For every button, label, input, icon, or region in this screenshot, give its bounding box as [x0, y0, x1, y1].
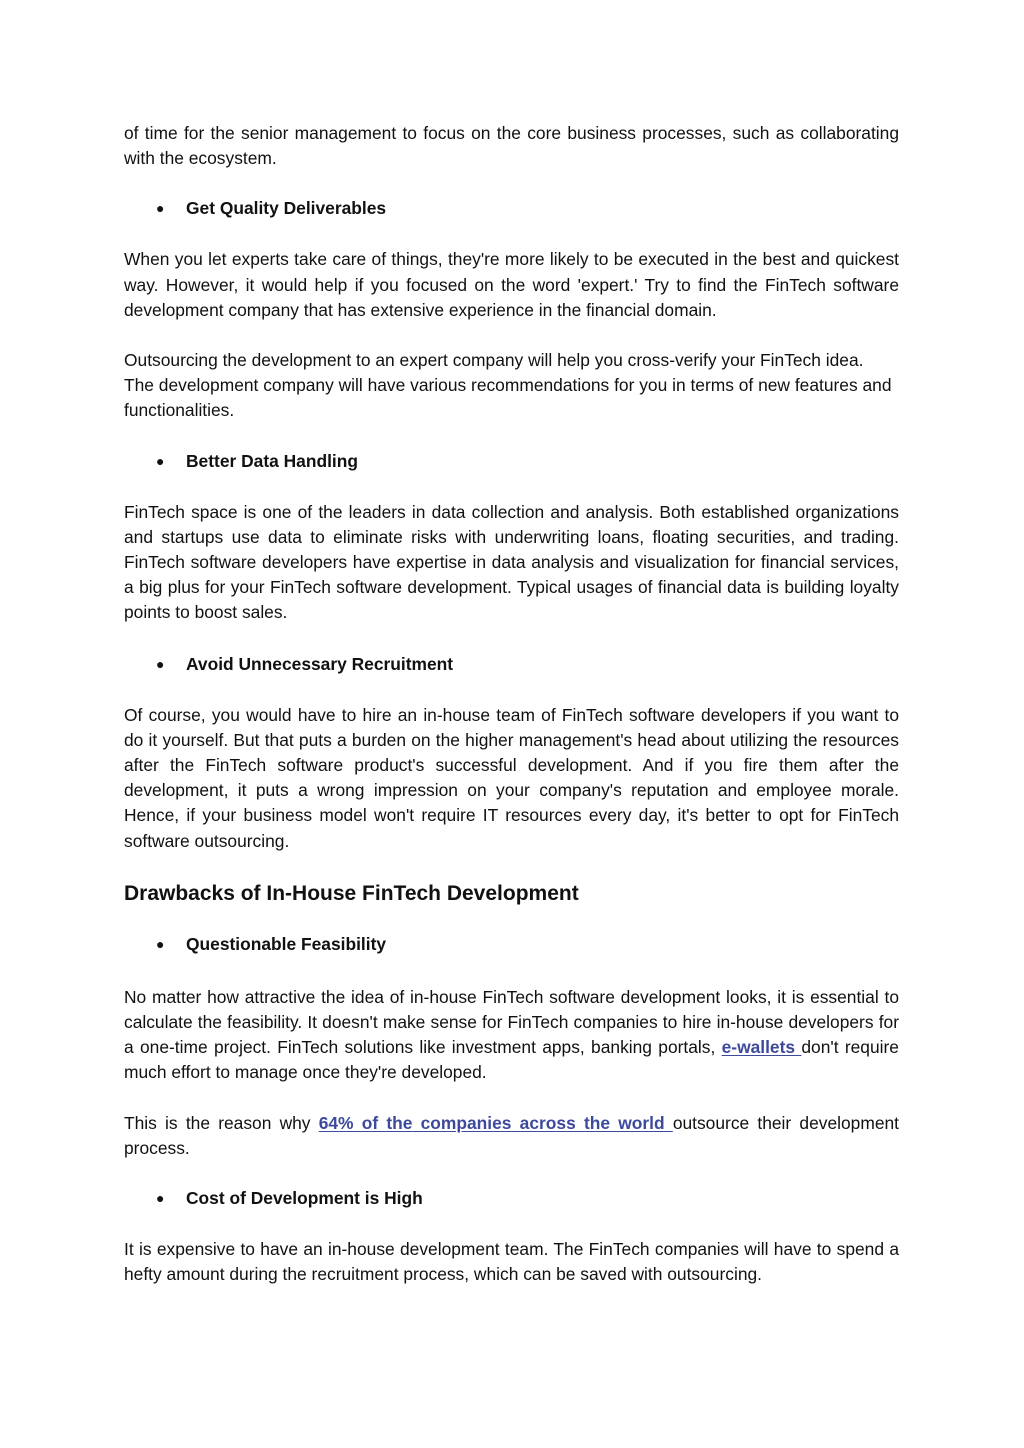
paragraph-outsourcing-expert: Outsourcing the development to an expert company will help you cross-verify your FinTech idea. The development company will have various recommendations for you in terms of new features and functionalities. — [124, 350, 892, 421]
statistic-text-after: outsource their development process. — [124, 1112, 899, 1158]
feasibility-text-before: No matter how attractive the idea of in-house FinTech software development looks, it is essential to calculate the feasibility. It doesn't make sense for FinTech companies to hire in-house developers for a one-time project. FinTech solutions like investment apps, banking portals, — [124, 986, 899, 1058]
paragraph-intro-continuation: of time for the senior management to focus on the core business processes, such as collaborating with the ecosystem. — [124, 123, 899, 169]
bullet-label: Get Quality Deliverables — [186, 198, 387, 219]
paragraph-recruitment: Of course, you would have to hire an in-house team of FinTech software developers if you want to do it yourself. But that puts a burden on the higher management's head about utilizing the resources after the FinTech software product's successful development. And if you fire them after the development, it puts a wrong impression on your company's reputation and employee morale. Hence, if your business model won't require IT resources every day, it's better to opt for FinTech software outsourcing. — [124, 704, 899, 851]
bullet-get-quality-deliverables — [124, 196, 899, 221]
bullet-dot-icon: ● — [156, 1190, 165, 1207]
bullet-dot-icon: ● — [156, 200, 165, 217]
bullet-questionable-feasibility — [124, 932, 899, 957]
paragraph-outsourcing-statistic — [124, 1111, 899, 1161]
bullet-avoid-unnecessary-recruitment — [124, 652, 899, 677]
section-heading-drawbacks: Drawbacks of In-House FinTech Development — [124, 881, 579, 905]
companies-statistic-link[interactable]: 64% of the companies across the world — [318, 1112, 673, 1133]
statistic-text-before: This is the reason why — [124, 1112, 319, 1133]
feasibility-text-after: don't require much effort to manage once they're developed. — [124, 1037, 899, 1083]
bullet-label: Cost of Development is High — [186, 1188, 423, 1209]
document-page — [124, 121, 899, 1287]
bullet-label: Avoid Unnecessary Recruitment — [186, 653, 454, 674]
bullet-better-data-handling — [124, 449, 899, 474]
paragraph-quality-deliverables: When you let experts take care of things, they're more likely to be executed in the best and quickest way. However, it would help if you focused on the word 'expert.' Try to find the FinTech software development company that has extensive experience in the financial domain. — [124, 249, 899, 320]
paragraph-cost: It is expensive to have an in-house development team. The FinTech companies will have to spend a hefty amount during the recruitment process, which can be saved with outsourcing. — [124, 1239, 899, 1285]
bullet-dot-icon: ● — [156, 452, 165, 469]
paragraph-feasibility — [124, 985, 899, 1086]
e-wallets-link[interactable]: e-wallets — [721, 1037, 802, 1058]
bullet-dot-icon: ● — [156, 655, 165, 672]
bullet-cost-of-development — [124, 1186, 899, 1211]
bullet-label: Better Data Handling — [186, 450, 358, 471]
paragraph-data-handling: FinTech space is one of the leaders in data collection and analysis. Both established organizations and startups use data to eliminate risks with underwriting loans, floating securities, and trading. FinTech software developers have expertise in data analysis and visualization for financial services, a big plus for your FinTech software development. Typical usages of financial data is building loyalty points to boost sales. — [124, 501, 899, 623]
bullet-label: Questionable Feasibility — [186, 933, 387, 954]
bullet-dot-icon: ● — [156, 935, 165, 952]
